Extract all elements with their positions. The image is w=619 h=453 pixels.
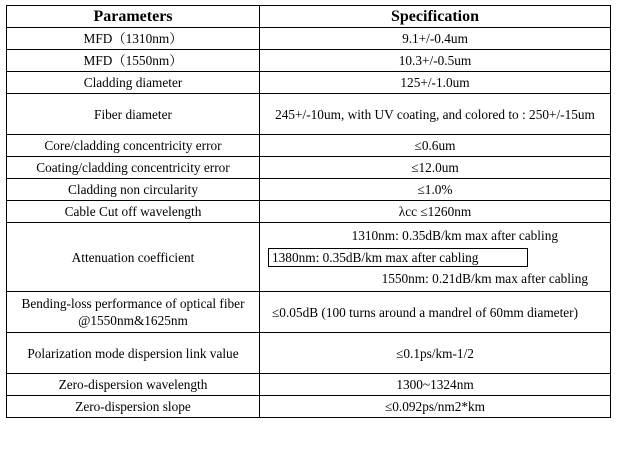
param-cell: Zero-dispersion slope [7, 396, 260, 418]
attenuation-1380: 1380nm: 0.35dB/km max after cabling [268, 248, 528, 267]
spec-cell: 1300~1324nm [260, 374, 611, 396]
attenuation-1310: 1310nm: 0.35dB/km max after cabling [351, 227, 558, 243]
spec-cell: ≤0.05dB (100 turns around a mandrel of 60mm diameter) [260, 292, 611, 333]
specification-table [6, 5, 611, 418]
spec-sheet [6, 5, 610, 446]
param-cell: Bending-loss performance of optical fiber @1550nm&1625nm [7, 292, 260, 333]
spec-cell: 9.1+/-0.4um [260, 28, 611, 50]
header-parameters: Parameters [7, 6, 260, 28]
param-cell: MFD（1310nm） [7, 28, 260, 50]
table-row [7, 201, 611, 223]
table-row [7, 179, 611, 201]
spec-cell: ≤1.0% [260, 179, 611, 201]
param-cell: Cladding non circularity [7, 179, 260, 201]
table-row [7, 292, 611, 333]
table-row [7, 28, 611, 50]
param-cell: Fiber diameter [7, 94, 260, 135]
spec-cell: ≤0.1ps/km-1/2 [260, 333, 611, 374]
param-cell: Polarization mode dispersion link value [7, 333, 260, 374]
spec-cell: ≤0.092ps/nm2*km [260, 396, 611, 418]
param-cell: Attenuation coefficient [7, 223, 260, 292]
header-specification: Specification [260, 6, 611, 28]
spec-cell: ≤12.0um [260, 157, 611, 179]
spec-cell: 10.3+/-0.5um [260, 50, 611, 72]
table-row [7, 396, 611, 418]
param-cell: Core/cladding concentricity error [7, 135, 260, 157]
table-row [7, 135, 611, 157]
table-row [7, 94, 611, 135]
attenuation-spec-cell [260, 223, 611, 292]
param-cell: Zero-dispersion wavelength [7, 374, 260, 396]
spec-cell: 245+/-10um, with UV coating, and colored to : 250+/-15um [260, 94, 611, 135]
attenuation-1550: 1550nm: 0.21dB/km max after cabling [381, 270, 588, 286]
spec-cell: 125+/-1.0um [260, 72, 611, 94]
table-row [7, 223, 611, 292]
table-row [7, 333, 611, 374]
spec-cell: ≤0.6um [260, 135, 611, 157]
table-row [7, 157, 611, 179]
spec-cell: λcc ≤1260nm [260, 201, 611, 223]
param-cell: Coating/cladding concentricity error [7, 157, 260, 179]
param-cell: Cable Cut off wavelength [7, 201, 260, 223]
param-cell: Cladding diameter [7, 72, 260, 94]
table-row [7, 72, 611, 94]
table-row [7, 50, 611, 72]
table-row [7, 374, 611, 396]
param-cell: MFD（1550nm） [7, 50, 260, 72]
table-header-row [7, 6, 611, 28]
